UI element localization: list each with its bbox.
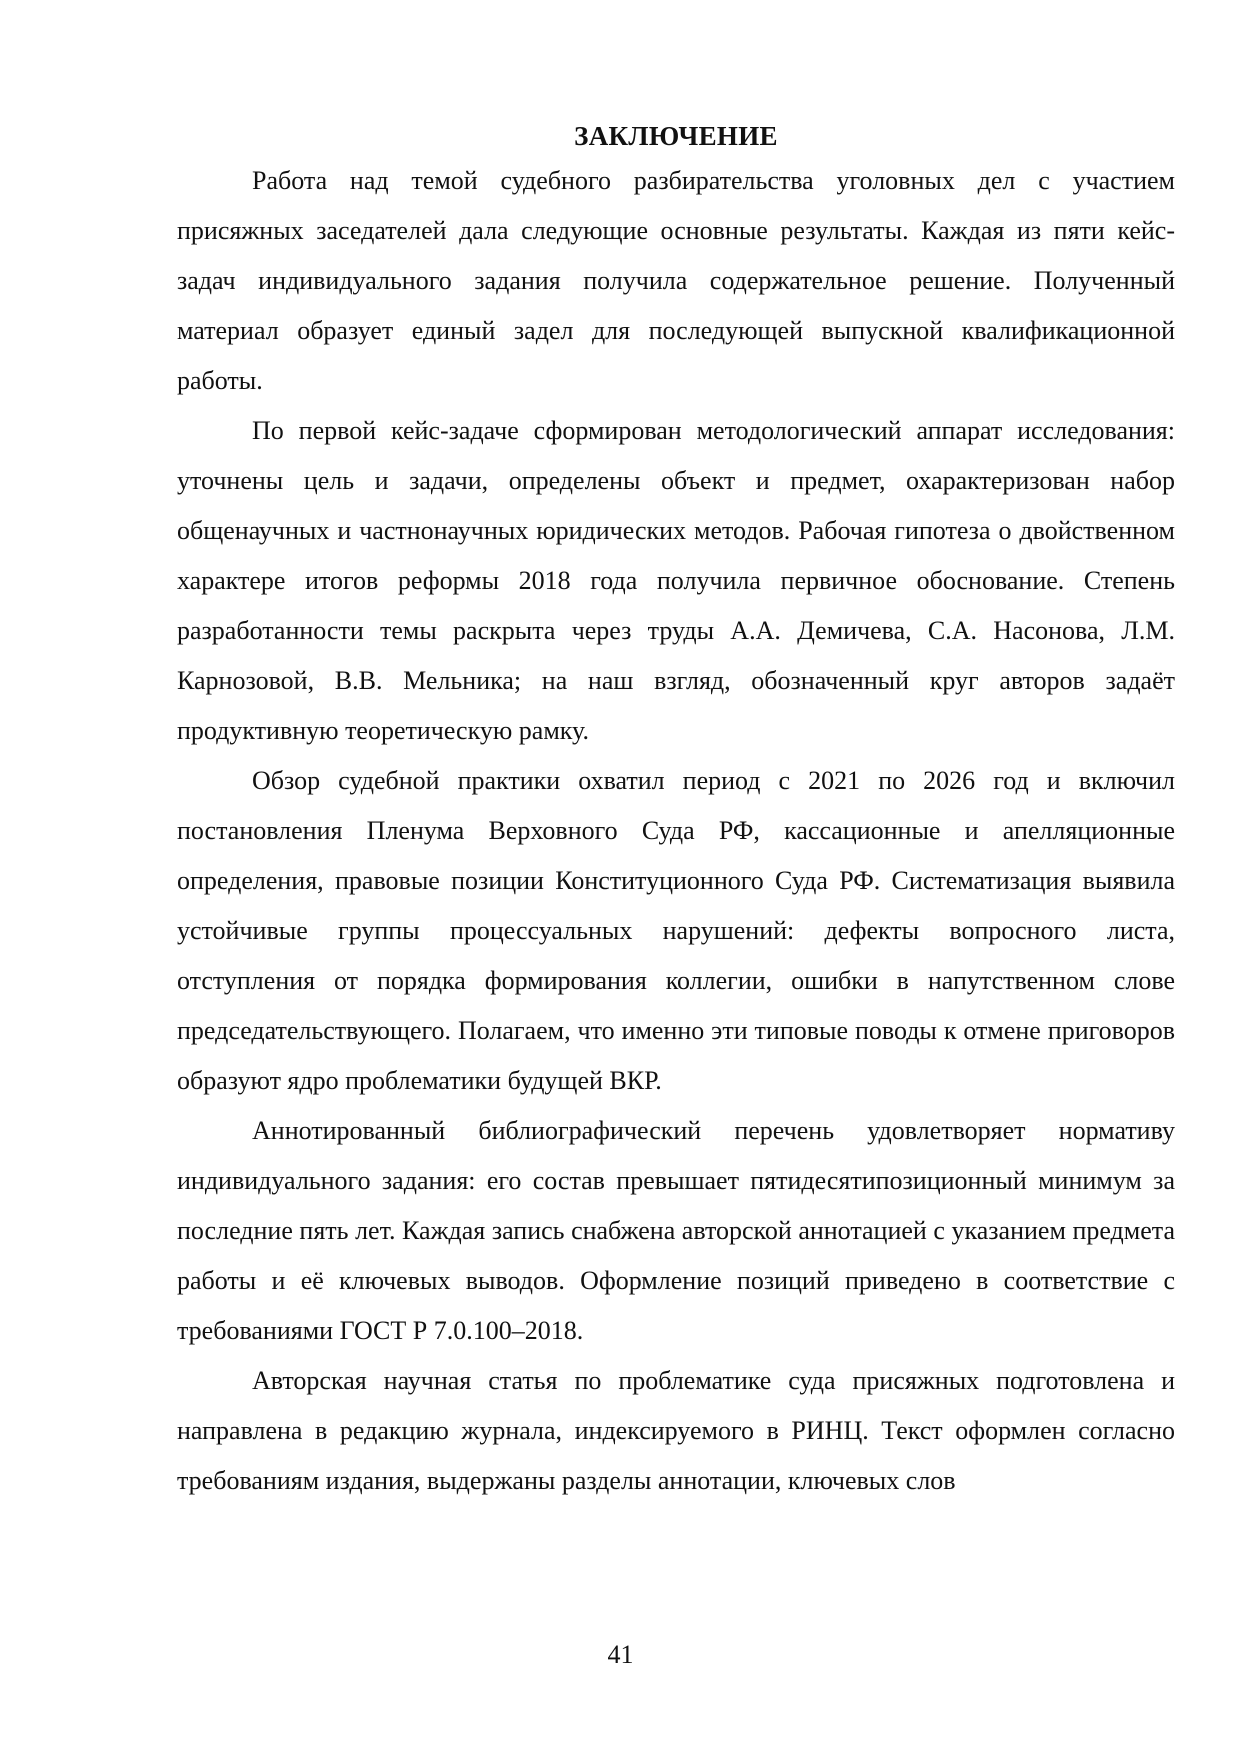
paragraph-scientific-article: Авторская научная статья по проблематике суда присяжных подготовлена и направлена в редакцию журнала, индексируемого в РИНЦ. Текст оформлен согласно требованиям издания, выдержаны разделы аннотации, ключевых слов	[177, 1366, 1175, 1495]
section-heading: ЗАКЛЮЧЕНИЕ	[574, 121, 778, 151]
document-body	[177, 116, 1175, 1506]
paragraph-bibliography: Аннотированный библиографический перечень удовлетворяет нормативу индивидуального задания: его состав превышает пятидесятипозиционный минимум за последние пять лет. Каждая запись снабжена авторской аннотацией с указанием предмета работы и её ключевых выводов. Оформление позиций приведено в соответствие с требованиями ГОСТ Р 7.0.100–2018.	[177, 1116, 1175, 1345]
page-number: 41	[607, 1640, 634, 1669]
paragraph-methodology: По первой кейс-задаче сформирован методологический аппарат исследования: уточнены цель и задачи, определены объект и предмет, охарактеризован набор общенаучных и частнонаучных юридических методов. Рабочая гипотеза о двойственном характере итогов реформы 2018 года получила первичное обоснование. Степень разработанности темы раскрыта через труды А.А. Демичева, С.А. Насонова, Л.М. Карнозовой, В.В. Мельника; на наш взгляд, обозначенный круг авторов задаёт продуктивную теоретическую рамку.	[177, 416, 1175, 745]
paragraph-results-summary: Работа над темой судебного разбирательства уголовных дел с участием присяжных заседателей дала следующие основные результаты. Каждая из пяти кейс-задач индивидуального задания получила содержательное решение. Полученный материал образует единый задел для последующей выпускной квалификационной работы.	[177, 166, 1175, 395]
paragraph-case-law-review: Обзор судебной практики охватил период с 2021 по 2026 год и включил постановления Пленума Верховного Суда РФ, кассационные и апелляционные определения, правовые позиции Конституционного Суда РФ. Систематизация выявила устойчивые группы процессуальных нарушений: дефекты вопросного листа, отступления от порядка формирования коллегии, ошибки в напутственном слове председательствующего. Полагаем, что именно эти типовые поводы к отмене приговоров образуют ядро проблематики будущей ВКР.	[177, 766, 1175, 1095]
